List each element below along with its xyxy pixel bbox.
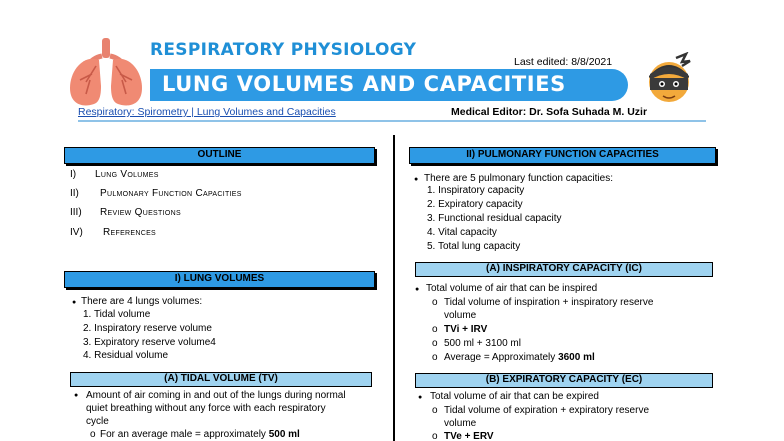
lung-volume-item: 1. Tidal volume <box>83 309 151 320</box>
lung-volume-item: 3. Expiratory reserve volume4 <box>83 337 216 348</box>
outline-heading: OUTLINE <box>64 147 375 164</box>
outline-item-lung-volumes[interactable]: Lung Volumes <box>95 169 159 180</box>
spirometry-video-link[interactable]: Respiratory: Spirometry | Lung Volumes and Capacities <box>78 106 336 118</box>
last-edited-date: Last edited: 8/8/2021 <box>514 56 613 68</box>
expiratory-capacity-def: volume <box>444 418 477 429</box>
capacity-item: 2. Expiratory capacity <box>427 199 523 210</box>
capacity-item: 1. Inspiratory capacity <box>427 185 525 196</box>
header-divider <box>78 120 706 122</box>
capacity-item: 3. Functional residual capacity <box>427 213 562 224</box>
tidal-volume-text: cycle <box>86 416 109 427</box>
inspiratory-capacity-heading: (A) INSPIRATORY CAPACITY (IC) <box>415 262 713 277</box>
expiratory-capacity-text: Total volume of air that can be expired <box>430 391 599 402</box>
outline-num-1: I) <box>70 169 77 180</box>
outline-item-references[interactable]: References <box>103 227 157 238</box>
lung-volume-item: 4. Residual volume <box>83 350 169 361</box>
outline-num-3: III) <box>70 207 82 218</box>
hollow-bullet-icon: o <box>90 429 96 440</box>
inspiratory-capacity-def: Tidal volume of inspiration + inspiratory reserve <box>444 297 654 308</box>
capacity-item: 5. Total lung capacity <box>427 241 521 252</box>
hollow-bullet-icon: o <box>432 297 438 308</box>
inspiratory-capacity-values: 500 ml + 3100 ml <box>444 338 521 349</box>
tidal-volume-text: Amount of air coming in and out of the lungs during normal <box>86 390 346 401</box>
hollow-bullet-icon: o <box>432 338 438 349</box>
lung-volumes-intro: There are 4 lungs volumes: <box>81 296 203 307</box>
hollow-bullet-icon: o <box>432 352 438 363</box>
tidal-volume-text: quiet breathing without any force with each respiratory <box>86 403 326 414</box>
header-title-top: RESPIRATORY PHYSIOLOGY <box>150 40 417 60</box>
hollow-bullet-icon: o <box>432 405 438 416</box>
inspiratory-capacity-formula: TVi + IRV <box>444 324 488 335</box>
tidal-volume-heading: (A) TIDAL VOLUME (TV) <box>70 372 372 387</box>
expiratory-capacity-heading: (B) EXPIRATORY CAPACITY (EC) <box>415 373 713 388</box>
outline-num-2: II) <box>70 188 79 199</box>
lungs-logo-icon <box>66 36 146 110</box>
tidal-volume-average-text: For an average male = approximately <box>100 429 269 440</box>
medical-editor: Medical Editor: Dr. Sofa Suhada M. Uzir <box>451 106 648 118</box>
header-title-main: LUNG VOLUMES AND CAPACITIES <box>162 72 566 96</box>
inspiratory-capacity-average-value: 3600 ml <box>558 352 595 363</box>
lung-volumes-heading: I) LUNG VOLUMES <box>64 271 375 288</box>
inspiratory-capacity-average-text: Average = Approximately <box>444 352 559 363</box>
inspiratory-capacity-def: volume <box>444 310 477 321</box>
hollow-bullet-icon: o <box>432 431 438 441</box>
bullet-icon: ● <box>72 299 77 306</box>
lung-volume-item: 2. Inspiratory reserve volume <box>83 323 212 334</box>
ninja-mascot-icon <box>646 52 692 106</box>
outline-item-review-questions[interactable]: Review Questions <box>100 207 181 218</box>
expiratory-capacity-def: Tidal volume of expiration + expiratory reserve <box>444 405 649 416</box>
bullet-icon: ● <box>415 286 420 293</box>
inspiratory-capacity-text: Total volume of air that can be inspired <box>426 283 598 294</box>
hollow-bullet-icon: o <box>432 324 438 335</box>
tidal-volume-average-value: 500 ml <box>268 429 300 440</box>
pulmonary-capacities-heading: II) PULMONARY FUNCTION CAPACITIES <box>409 147 716 164</box>
capacity-item: 4. Vital capacity <box>427 227 497 238</box>
bullet-icon: ● <box>414 176 419 183</box>
bullet-icon: ● <box>418 394 423 401</box>
outline-num-4: IV) <box>70 227 83 238</box>
bullet-icon: ● <box>74 392 79 399</box>
outline-item-pulmonary-function-capacities[interactable]: Pulmonary Function Capacities <box>100 188 242 199</box>
column-divider <box>393 135 395 441</box>
pulmonary-intro: There are 5 pulmonary function capacities: <box>424 173 613 184</box>
expiratory-capacity-formula: TVe + ERV <box>444 431 494 441</box>
